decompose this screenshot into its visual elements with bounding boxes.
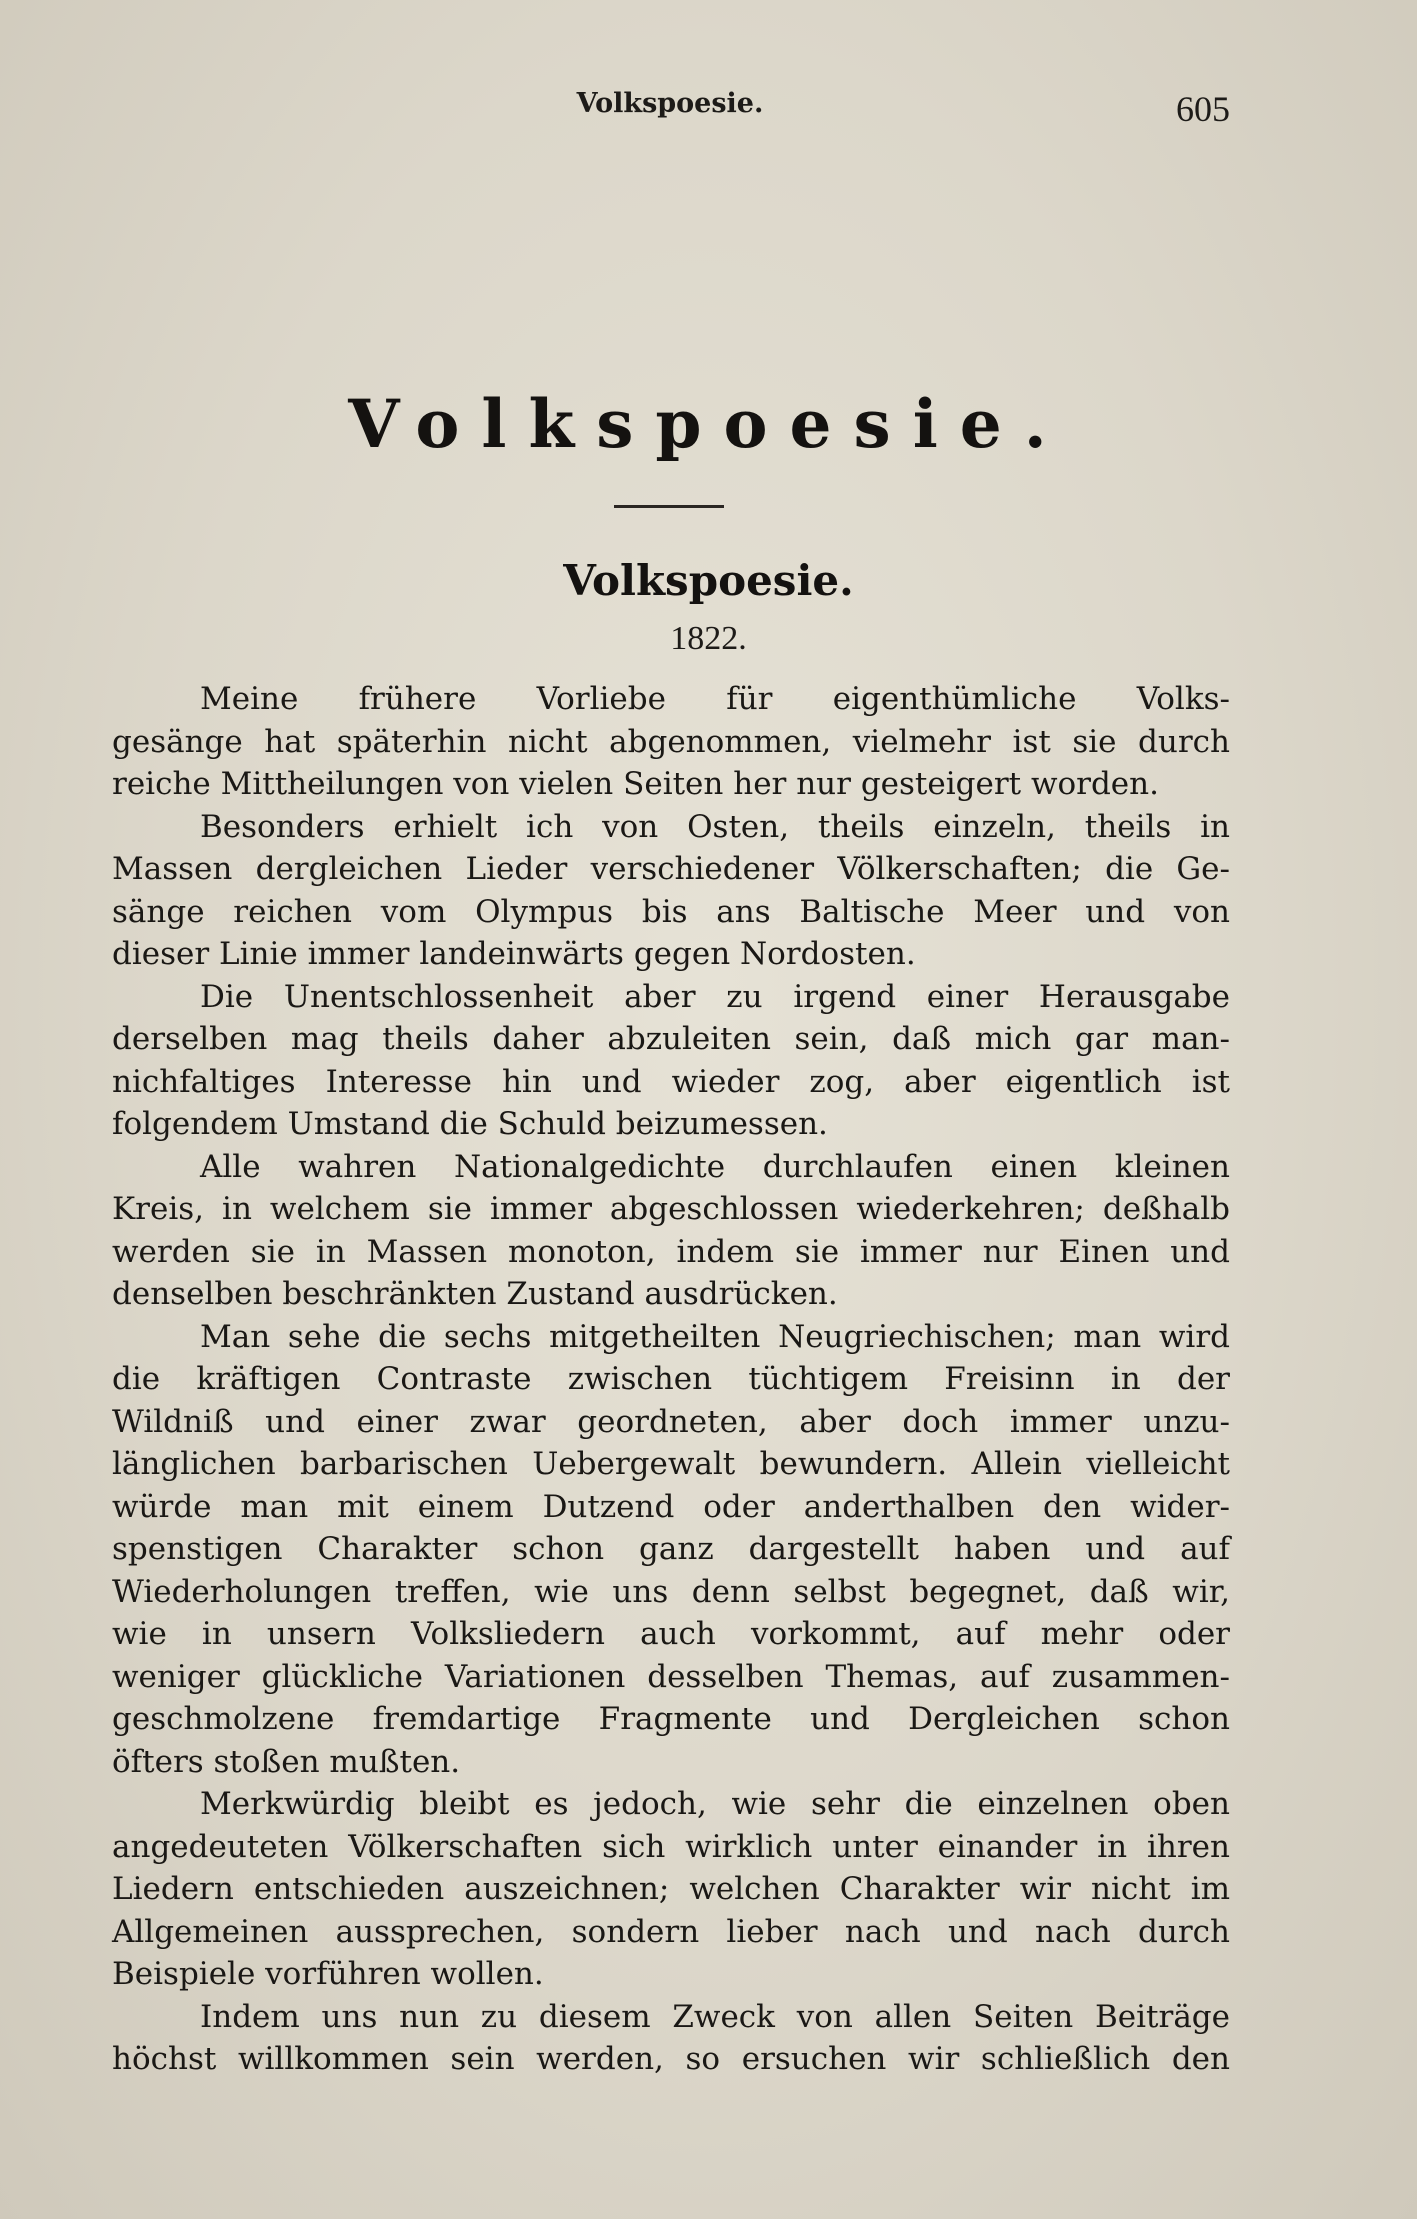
text-line: Man sehe die sechs mitgetheilten Neugriechischen; man wird [200, 1318, 1230, 1355]
body-text [112, 678, 1230, 2081]
text-line: Merkwürdig bleibt es jedoch, wie sehr die einzelnen oben [200, 1786, 1230, 1822]
section-year: 1822. [670, 620, 747, 657]
text-line: spenstigen Charakter schon ganz dargestellt haben und auf [112, 1531, 1230, 1567]
text-line: Massen dergleichen Lieder verschiedener Völkerschaften; die Ge- [112, 851, 1230, 887]
text-line: geschmolzene fremdartige Fragmente und Dergleichen schon [112, 1701, 1230, 1737]
text-line: die kräftigen Contraste zwischen tüchtigem Freisinn in der [112, 1361, 1230, 1397]
text-line: wie in unsern Volksliedern auch vorkommt, auf mehr oder [112, 1616, 1230, 1652]
text-line: Beispiele vorführen wollen. [112, 1956, 544, 1992]
text-line: Wiederholungen treffen, wie uns denn selbst begegnet, daß wir, [112, 1573, 1230, 1610]
text-line: höchst willkommen sein werden, so ersuchen wir schließlich den [112, 2041, 1230, 2077]
text-line: folgendem Umstand die Schuld beizumessen. [112, 1106, 828, 1142]
text-line: Liedern entschieden auszeichnen; welchen Charakter wir nicht im [112, 1871, 1230, 1907]
text-line: weniger glückliche Variationen desselben Themas, auf zusammen- [112, 1658, 1230, 1695]
text-line: dieser Linie immer landeinwärts gegen Nordosten. [112, 936, 916, 972]
text-line: nichfaltiges Interesse hin und wieder zog, aber eigentlich ist [112, 1063, 1230, 1100]
text-line: öfters stoßen mußten. [112, 1743, 461, 1780]
text-line: denselben beschränkten Zustand ausdrücken. [112, 1276, 838, 1312]
main-title: Volkspoesie. [348, 385, 1069, 463]
text-line: Indem uns nun zu diesem Zweck von allen Seiten Beiträge [200, 1998, 1230, 2035]
text-line: Meine frühere Vorliebe für eigenthümliche Volks- [200, 681, 1230, 717]
text-line: Wildniß und einer zwar geordneten, aber doch immer unzu- [112, 1403, 1230, 1440]
text-line: werden sie in Massen monoton, indem sie immer nur Einen und [112, 1233, 1230, 1270]
text-line: Die Unentschlossenheit aber zu irgend einer Herausgabe [200, 978, 1230, 1015]
text-line: gesänge hat späterhin nicht abgenommen, vielmehr ist sie durch [112, 723, 1230, 760]
text-line: würde man mit einem Dutzend oder anderthalben den wider- [112, 1488, 1230, 1525]
title-rule [614, 505, 724, 508]
running-head [110, 88, 1230, 138]
text-line: reiche Mittheilungen von vielen Seiten her nur gesteigert worden. [112, 766, 1159, 802]
text-line: Besonders erhielt ich von Osten, theils einzeln, theils in [200, 808, 1230, 845]
running-title: Volkspoesie. [576, 88, 764, 119]
text-line: länglichen barbarischen Uebergewalt bewundern. Allein vielleicht [112, 1446, 1230, 1482]
page-number: 605 [1176, 89, 1230, 129]
text-line: angedeuteten Völkerschaften sich wirklich unter einander in ihren [112, 1828, 1230, 1865]
section-title: Volkspoesie. [563, 556, 854, 605]
text-line: Allgemeinen aussprechen, sondern lieber nach und nach durch [112, 1913, 1230, 1950]
text-line: sänge reichen vom Olympus bis ans Baltische Meer und von [112, 893, 1230, 930]
text-line: Kreis, in welchem sie immer abgeschlossen wiederkehren; deßhalb [112, 1191, 1230, 1227]
text-line: derselben mag theils daher abzuleiten sein, daß mich gar man- [112, 1021, 1230, 1057]
text-line: Alle wahren Nationalgedichte durchlaufen einen kleinen [200, 1148, 1230, 1185]
